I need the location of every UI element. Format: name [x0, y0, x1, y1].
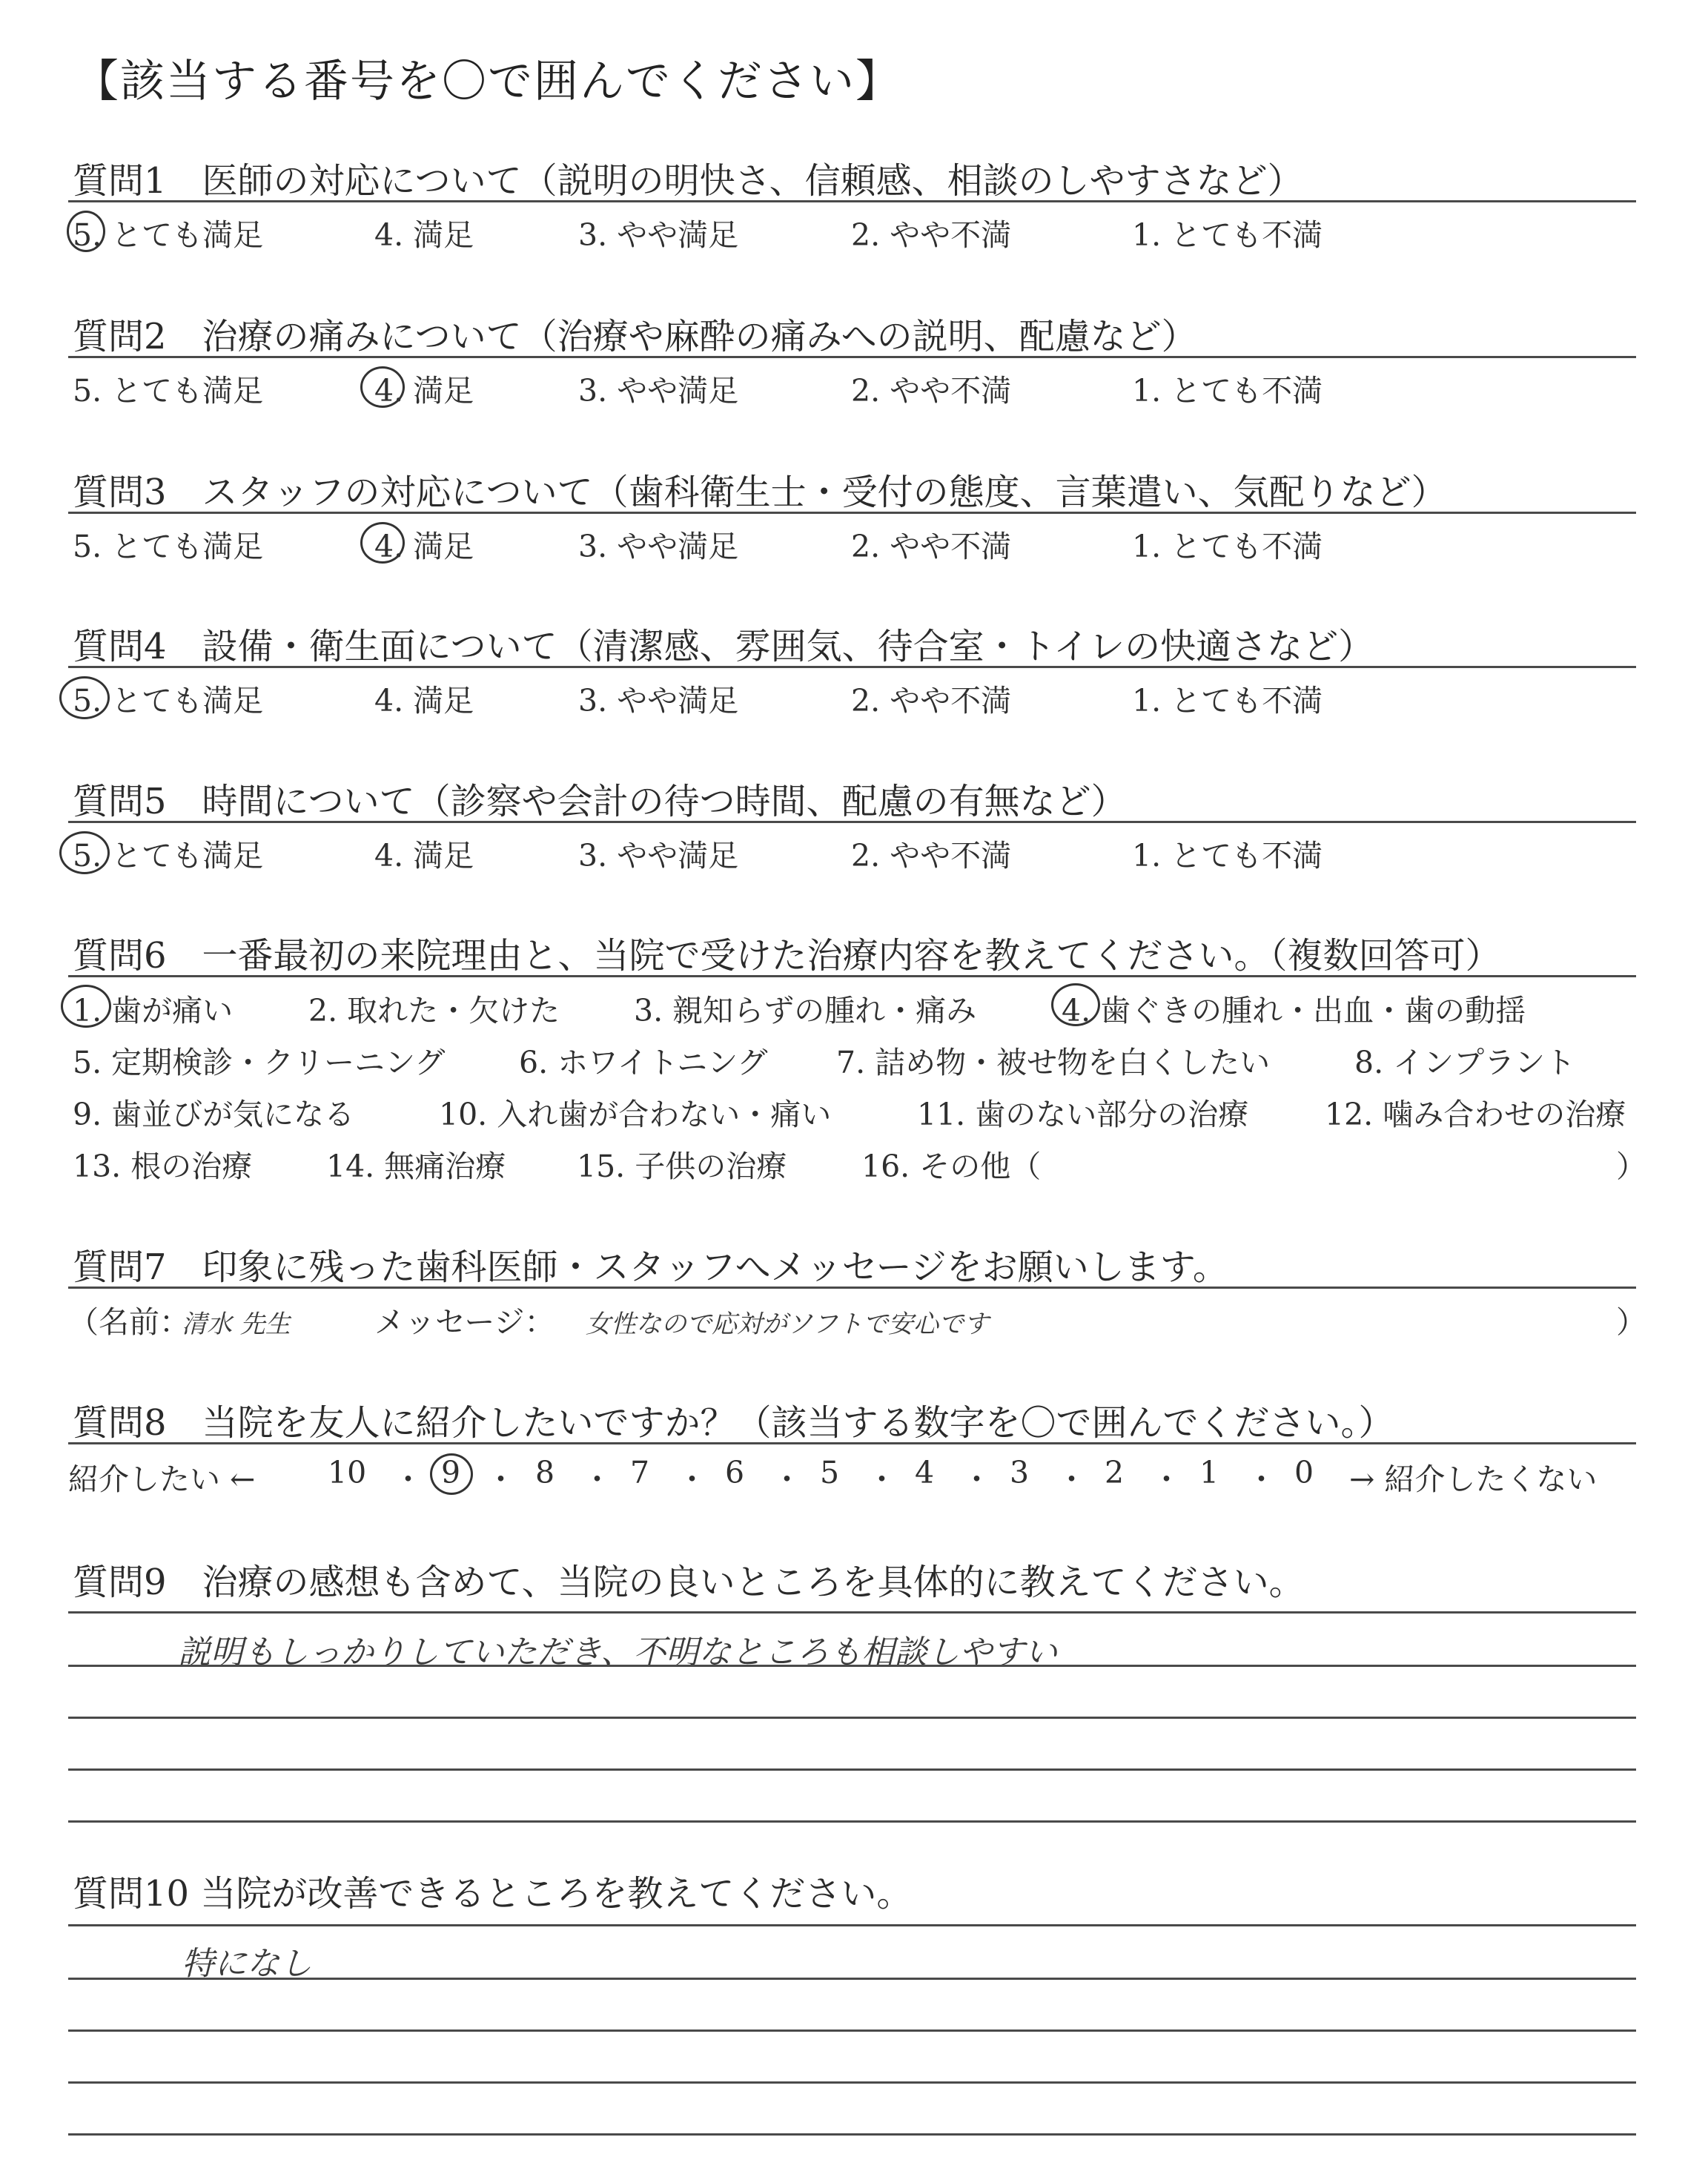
- q1-rule: [68, 200, 1636, 202]
- q8-number-9[interactable]: 9: [441, 1455, 461, 1490]
- q8-left-label: 紹介したい ←: [68, 1462, 256, 1497]
- q6-selection-circle-1: [61, 985, 111, 1028]
- q8-number-2[interactable]: 2: [1105, 1455, 1125, 1490]
- q3-option-4[interactable]: 4. 満足: [374, 529, 474, 564]
- q6-option-10[interactable]: 10. 入れ歯が合わない・痛い: [439, 1097, 832, 1132]
- q6-option-2[interactable]: 2. 取れた・欠けた: [308, 993, 560, 1028]
- q8-number-4[interactable]: 4: [915, 1455, 935, 1490]
- q1-title: 質問1 医師の対応について（説明の明快さ、信頼感、相談のしやすさなど）: [73, 160, 1303, 202]
- q6-option-6[interactable]: 6. ホワイトニング: [519, 1045, 768, 1080]
- q8-rule: [68, 1442, 1636, 1444]
- form-heading: 【該当する番号を〇で囲んでください】: [74, 56, 901, 108]
- q5-option-2[interactable]: 2. やや不満: [851, 838, 1012, 873]
- q5-option-1[interactable]: 1. とても不満: [1132, 838, 1323, 873]
- q6-rule: [68, 975, 1636, 977]
- q9-line-2: [68, 1665, 1636, 1667]
- q2-option-5[interactable]: 5. とても満足: [73, 373, 264, 409]
- q3-option-1[interactable]: 1. とても不満: [1132, 529, 1323, 564]
- q7-name-value[interactable]: 清水 先生: [182, 1309, 291, 1339]
- q9-line-3: [68, 1717, 1636, 1719]
- q8-separator: ・: [393, 1462, 423, 1497]
- q9-answer[interactable]: 説明もしっかりしていただき、不明なところも相談しやすい: [178, 1634, 1058, 1671]
- q8-number-10[interactable]: 10: [328, 1455, 367, 1490]
- q8-separator: ・: [772, 1462, 802, 1497]
- q6-option-8[interactable]: 8. インプラント: [1354, 1045, 1576, 1080]
- q2-option-3[interactable]: 3. やや満足: [578, 373, 739, 409]
- q8-separator: ・: [486, 1462, 516, 1497]
- q6-title: 質問6 一番最初の来院理由と、当院で受けた治療内容を教えてください。（複数回答可）: [73, 935, 1501, 977]
- q3-title: 質問3 スタッフの対応について（歯科衛生士・受付の態度、言葉遣い、気配りなど）: [73, 472, 1447, 513]
- q8-right-label: → 紹介したくない: [1349, 1462, 1598, 1497]
- q4-option-5[interactable]: 5. とても満足: [73, 683, 264, 719]
- q1-option-5[interactable]: 5. とても満足: [73, 217, 264, 253]
- q10-title: 質問10 当院が改善できるところを教えてください。: [73, 1873, 913, 1915]
- q2-selection-circle: [360, 366, 405, 408]
- q6-option-5[interactable]: 5. 定期検診・クリーニング: [73, 1045, 446, 1080]
- q8-title: 質問8 当院を友人に紹介したいですか？（該当する数字を〇で囲んでください。）: [73, 1402, 1394, 1444]
- q7-rule: [68, 1287, 1636, 1289]
- q1-option-2[interactable]: 2. やや不満: [851, 217, 1012, 253]
- q6-option-16[interactable]: 16. その他（: [861, 1149, 1042, 1184]
- q4-option-2[interactable]: 2. やや不満: [851, 683, 1012, 719]
- q6-option-13[interactable]: 13. 根の治療: [73, 1149, 253, 1184]
- q3-rule: [68, 512, 1636, 514]
- q5-option-5[interactable]: 5. とても満足: [73, 838, 264, 873]
- q3-option-5[interactable]: 5. とても満足: [73, 529, 264, 564]
- q8-separator: ・: [1151, 1462, 1182, 1497]
- q3-option-2[interactable]: 2. やや不満: [851, 529, 1012, 564]
- q1-selection-circle: [67, 211, 105, 252]
- q8-separator: ・: [677, 1462, 707, 1497]
- q1-option-4[interactable]: 4. 満足: [374, 217, 474, 253]
- q6-option-9[interactable]: 9. 歯並びが気になる: [73, 1097, 355, 1132]
- q6-other-close-paren: ）: [1616, 1149, 1646, 1184]
- q9-title: 質問9 治療の感想も含めて、当院の良いところを具体的に教えてください。: [73, 1562, 1305, 1603]
- q5-rule: [68, 821, 1636, 823]
- q8-separator: ・: [1246, 1462, 1277, 1497]
- q8-separator: ・: [961, 1462, 992, 1497]
- q8-number-7[interactable]: 7: [630, 1455, 650, 1490]
- q8-separator: ・: [1056, 1462, 1087, 1497]
- q6-selection-circle-4: [1051, 983, 1100, 1026]
- q6-option-15[interactable]: 15. 子供の治療: [577, 1149, 787, 1184]
- q8-selection-circle: [430, 1453, 473, 1495]
- q4-rule: [68, 666, 1636, 668]
- q8-number-1[interactable]: 1: [1199, 1455, 1219, 1490]
- q5-option-4[interactable]: 4. 満足: [374, 838, 474, 873]
- q10-line-5: [68, 2133, 1636, 2136]
- q8-number-0[interactable]: 0: [1294, 1455, 1314, 1490]
- q8-number-5[interactable]: 5: [820, 1455, 840, 1490]
- q1-option-1[interactable]: 1. とても不満: [1132, 217, 1323, 253]
- q2-title: 質問2 治療の痛みについて（治療や麻酔の痛みへの説明、配慮など）: [73, 316, 1197, 357]
- q2-option-2[interactable]: 2. やや不満: [851, 373, 1012, 409]
- q4-title: 質問4 設備・衛生面について（清潔感、雰囲気、待合室・トイレの快適さなど）: [73, 626, 1374, 667]
- q7-message-value[interactable]: 女性なので応対がソフトで安心です: [586, 1309, 989, 1339]
- q10-line-2: [68, 1978, 1636, 1980]
- q10-answer[interactable]: 特になし: [182, 1945, 312, 1983]
- q4-option-4[interactable]: 4. 満足: [374, 683, 474, 719]
- q8-separator: ・: [867, 1462, 897, 1497]
- q6-option-11[interactable]: 11. 歯のない部分の治療: [917, 1097, 1249, 1132]
- q10-line-1: [68, 1924, 1636, 1926]
- q9-line-4: [68, 1768, 1636, 1771]
- q10-line-3: [68, 2029, 1636, 2032]
- q9-line-5: [68, 1820, 1636, 1823]
- q1-option-3[interactable]: 3. やや満足: [578, 217, 739, 253]
- q7-title: 質問7 印象に残った歯科医師・スタッフへメッセージをお願いします。: [73, 1246, 1228, 1288]
- q8-separator: ・: [582, 1462, 612, 1497]
- q5-title: 質問5 時間について（診察や会計の待つ時間、配慮の有無など）: [73, 781, 1127, 822]
- q6-option-14[interactable]: 14. 無痛治療: [326, 1149, 506, 1184]
- q6-option-1[interactable]: 1. 歯が痛い: [73, 993, 234, 1028]
- q6-option-3[interactable]: 3. 親知らずの腫れ・痛み: [634, 993, 977, 1028]
- q5-selection-circle: [59, 831, 110, 874]
- q4-option-3[interactable]: 3. やや満足: [578, 683, 739, 719]
- q8-number-3[interactable]: 3: [1010, 1455, 1030, 1490]
- q4-option-1[interactable]: 1. とても不満: [1132, 683, 1323, 719]
- q3-option-3[interactable]: 3. やや満足: [578, 529, 739, 564]
- q2-option-1[interactable]: 1. とても不満: [1132, 373, 1323, 409]
- q9-line-1: [68, 1611, 1636, 1614]
- q6-option-7[interactable]: 7. 詰め物・被せ物を白くしたい: [836, 1045, 1271, 1080]
- q8-number-8[interactable]: 8: [535, 1455, 555, 1490]
- q8-number-6[interactable]: 6: [725, 1455, 745, 1490]
- q10-line-4: [68, 2081, 1636, 2084]
- q4-selection-circle: [59, 676, 110, 719]
- q2-option-4[interactable]: 4. 満足: [374, 373, 474, 409]
- q3-selection-circle: [360, 522, 405, 564]
- q7-close-paren: ）: [1616, 1304, 1646, 1340]
- q6-option-12[interactable]: 12. 噛み合わせの治療: [1325, 1097, 1626, 1132]
- q5-option-3[interactable]: 3. やや満足: [578, 838, 739, 873]
- q6-option-4[interactable]: 4. 歯ぐきの腫れ・出血・歯の動揺: [1062, 993, 1526, 1028]
- q7-message-label: メッセージ：: [374, 1304, 555, 1340]
- q2-rule: [68, 356, 1636, 358]
- q7-name-label: （名前：: [68, 1304, 190, 1340]
